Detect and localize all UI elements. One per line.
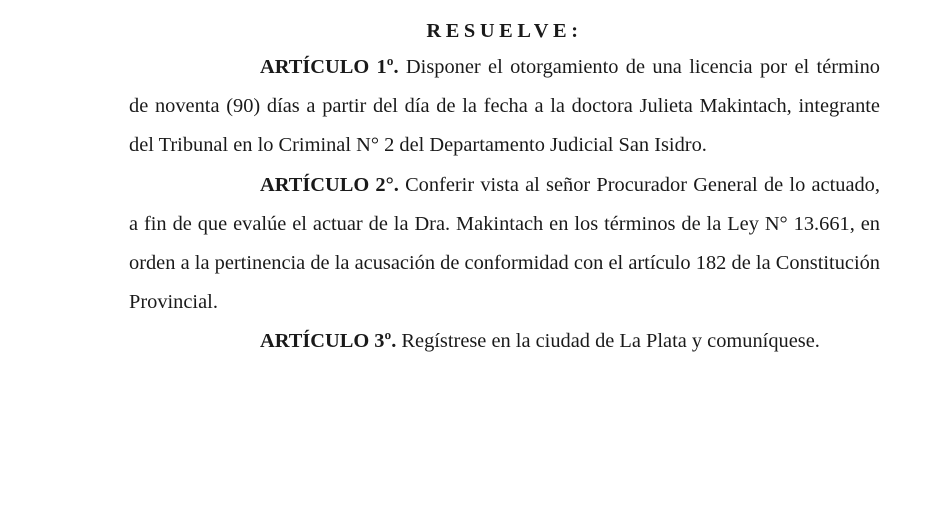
article-3-label: ARTÍCULO 3º.	[260, 330, 397, 353]
article-3-text: Regístrese en la ciudad de La Plata y comuníquese.	[401, 330, 820, 353]
article-3	[129, 322, 880, 361]
article-1-label: ARTÍCULO 1º.	[260, 56, 399, 78]
article-2	[129, 166, 880, 323]
document-body	[129, 14, 880, 362]
article-1	[129, 48, 880, 166]
article-2-text: Conferir vista al señor Procurador General de lo actuado, a fin de que evalúe el actuar de la Dra. Makintach en los términos de la Ley N° 13.661, en orden a la pertinencia de la acusación de conformidad con el artículo 182 de la Constitución Provincial.	[129, 173, 880, 314]
article-2-label: ARTÍCULO 2°.	[260, 173, 399, 196]
article-1-text: Disponer el otorgamiento de una licencia por el término de noventa (90) días a partir del día de la fecha a la doctora Julieta Makintach, integrante del Tribunal en lo Criminal N° 2 del Departamento Judicial San Isidro.	[129, 56, 880, 157]
resolution-heading: RESUELVE:	[426, 20, 583, 42]
